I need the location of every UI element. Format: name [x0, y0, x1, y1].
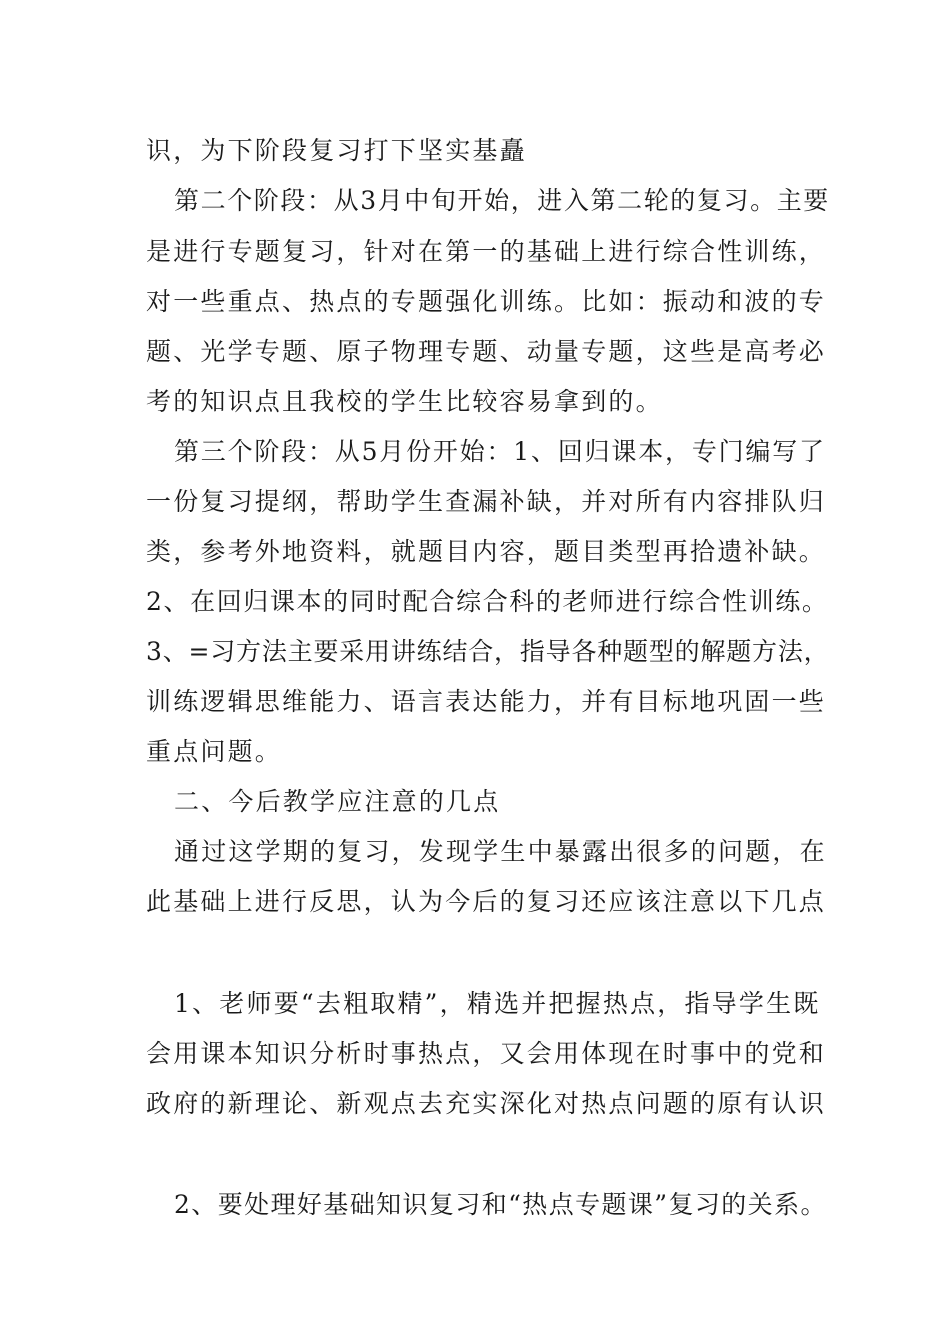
- text-line: 一份复习提纲，帮助学生查漏补缺，并对所有内容排队归: [146, 487, 827, 516]
- text-line: 题、光学专题、原子物理专题、动量专题，这些是高考必: [146, 337, 827, 366]
- text-line: 考的知识点且我校的学生比较容易拿到的。: [146, 387, 663, 416]
- list-item-one: 1、老师要“去粗取精”，精选并把握热点，指导学生既: [174, 989, 821, 1018]
- paragraph-stage-three: 第三个阶段：从5月份开始：1、回归课本，专门编写了: [174, 437, 826, 466]
- text-line: 类，参考外地资料，就题目内容，题目类型再拾遗补缺。: [146, 537, 827, 566]
- text-line: 训练逻辑思维能力、语言表达能力，并有目标地巩固一些: [146, 687, 827, 716]
- paragraph-review: 通过这学期的复习，发现学生中暴露出很多的问题，在: [174, 837, 827, 866]
- text-line: 重点问题。: [146, 737, 283, 766]
- text-line: 对一些重点、热点的专题强化训练。比如：振动和波的专: [146, 287, 827, 316]
- list-item-two: 2、要处理好基础知识复习和“热点专题课”复习的关系。: [174, 1190, 827, 1219]
- section-heading: 二、今后教学应注意的几点: [174, 787, 501, 816]
- text-line: 2、在回归课本的同时配合综合科的老师进行综合性训练。: [146, 587, 829, 616]
- text-line: 此基础上进行反思，认为今后的复习还应该注意以下几点: [146, 887, 827, 916]
- text-line: 政府的新理论、新观点去充实深化对热点问题的原有认识: [146, 1089, 827, 1118]
- text-line: 会用课本知识分析时事热点，又会用体现在时事中的党和: [146, 1039, 827, 1068]
- text-line: 是进行专题复习，针对在第一的基础上进行综合性训练，: [146, 237, 827, 266]
- text-line: 3、=习方法主要采用讲练结合，指导各种题型的解题方法，: [146, 637, 830, 666]
- paragraph-stage-two: 第二个阶段：从3月中旬开始，进入第二轮的复习。主要: [174, 186, 830, 215]
- text-line: 识，为下阶段复习打下坚实基矗: [146, 136, 527, 165]
